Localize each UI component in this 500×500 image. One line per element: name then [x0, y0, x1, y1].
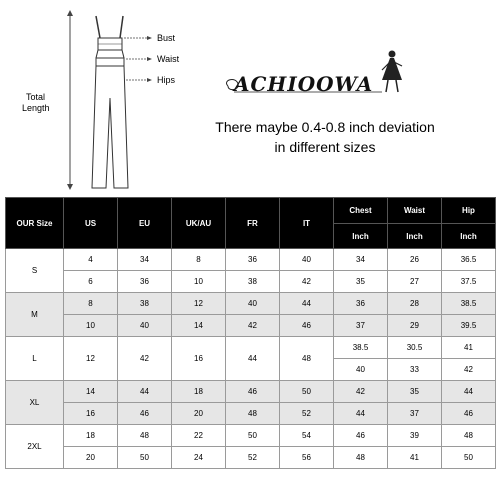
header-it: IT [280, 198, 334, 249]
chest-cell: 36 [334, 293, 388, 315]
total-length-label-line2: Length [22, 103, 50, 113]
fr-cell: 36 [226, 249, 280, 271]
header-hip: Hip [442, 198, 496, 224]
eu-cell: 42 [118, 337, 172, 381]
size-cell: M [6, 293, 64, 337]
ukau-cell: 18 [172, 381, 226, 403]
ukau-cell: 8 [172, 249, 226, 271]
hip-cell: 39.5 [442, 315, 496, 337]
header-chest: Chest [334, 198, 388, 224]
header-eu: EU [118, 198, 172, 249]
hip-cell: 50 [442, 447, 496, 469]
waist-cell: 35 [388, 381, 442, 403]
unit-hip: Inch [442, 224, 496, 249]
us-cell: 4 [64, 249, 118, 271]
it-cell: 40 [280, 249, 334, 271]
hip-cell: 46 [442, 403, 496, 425]
fr-cell: 46 [226, 381, 280, 403]
hip-cell: 44 [442, 381, 496, 403]
waist-cell: 39 [388, 425, 442, 447]
waist-cell: 28 [388, 293, 442, 315]
us-cell: 12 [64, 337, 118, 381]
ukau-cell: 12 [172, 293, 226, 315]
it-cell: 54 [280, 425, 334, 447]
it-cell: 46 [280, 315, 334, 337]
header-waist: Waist [388, 198, 442, 224]
ukau-cell: 20 [172, 403, 226, 425]
size-cell: S [6, 249, 64, 293]
fr-cell: 50 [226, 425, 280, 447]
table-row [6, 447, 496, 469]
table-row [6, 271, 496, 293]
eu-cell: 48 [118, 425, 172, 447]
ukau-cell: 10 [172, 271, 226, 293]
measurement-diagram [20, 8, 200, 196]
header-us: US [64, 198, 118, 249]
table-row [6, 337, 496, 359]
waist-cell: 29 [388, 315, 442, 337]
it-cell: 44 [280, 293, 334, 315]
brand-logo [222, 40, 412, 100]
hip-cell: 42 [442, 359, 496, 381]
chest-cell: 48 [334, 447, 388, 469]
size-cell: 2XL [6, 425, 64, 469]
eu-cell: 40 [118, 315, 172, 337]
header-row [6, 198, 496, 224]
chest-cell: 46 [334, 425, 388, 447]
ukau-cell: 24 [172, 447, 226, 469]
waist-cell: 33 [388, 359, 442, 381]
total-length-label-line1: Total [26, 92, 46, 102]
hip-cell: 36.5 [442, 249, 496, 271]
chest-cell: 40 [334, 359, 388, 381]
us-cell: 18 [64, 425, 118, 447]
chest-cell: 42 [334, 381, 388, 403]
us-cell: 20 [64, 447, 118, 469]
header-ukau: UK/AU [172, 198, 226, 249]
deviation-note [210, 117, 440, 157]
table-row [6, 293, 496, 315]
note-line1: There maybe 0.4-0.8 inch deviation [215, 119, 435, 135]
table-row [6, 381, 496, 403]
ukau-cell: 14 [172, 315, 226, 337]
note-line2: in different sizes [274, 139, 376, 155]
waist-label: Waist [157, 54, 180, 64]
fr-cell: 52 [226, 447, 280, 469]
hip-cell: 48 [442, 425, 496, 447]
ukau-cell: 22 [172, 425, 226, 447]
chest-cell: 35 [334, 271, 388, 293]
unit-waist: Inch [388, 224, 442, 249]
header-area [0, 0, 500, 196]
bust-label: Bust [157, 33, 176, 43]
chest-cell: 38.5 [334, 337, 388, 359]
size-cell: L [6, 337, 64, 381]
waist-cell: 27 [388, 271, 442, 293]
fr-cell: 44 [226, 337, 280, 381]
fr-cell: 38 [226, 271, 280, 293]
hip-cell: 41 [442, 337, 496, 359]
waist-cell: 41 [388, 447, 442, 469]
table-row [6, 403, 496, 425]
eu-cell: 36 [118, 271, 172, 293]
us-cell: 8 [64, 293, 118, 315]
eu-cell: 46 [118, 403, 172, 425]
fr-cell: 40 [226, 293, 280, 315]
table-row [6, 249, 496, 271]
us-cell: 6 [64, 271, 118, 293]
eu-cell: 50 [118, 447, 172, 469]
hips-label: Hips [157, 75, 176, 85]
chest-cell: 34 [334, 249, 388, 271]
header-fr: FR [226, 198, 280, 249]
us-cell: 16 [64, 403, 118, 425]
fr-cell: 48 [226, 403, 280, 425]
it-cell: 50 [280, 381, 334, 403]
eu-cell: 38 [118, 293, 172, 315]
unit-chest: Inch [334, 224, 388, 249]
size-cell: XL [6, 381, 64, 425]
ukau-cell: 16 [172, 337, 226, 381]
waist-cell: 37 [388, 403, 442, 425]
it-cell: 48 [280, 337, 334, 381]
it-cell: 42 [280, 271, 334, 293]
chest-cell: 44 [334, 403, 388, 425]
hip-cell: 37.5 [442, 271, 496, 293]
it-cell: 56 [280, 447, 334, 469]
table-row [6, 425, 496, 447]
us-cell: 14 [64, 381, 118, 403]
eu-cell: 34 [118, 249, 172, 271]
header-our-size: OUR Size [6, 198, 64, 249]
hip-cell: 38.5 [442, 293, 496, 315]
chest-cell: 37 [334, 315, 388, 337]
it-cell: 52 [280, 403, 334, 425]
us-cell: 10 [64, 315, 118, 337]
eu-cell: 44 [118, 381, 172, 403]
logo-text: ACHIOOWA [234, 72, 374, 96]
waist-cell: 30.5 [388, 337, 442, 359]
size-chart-table [5, 197, 496, 469]
table-row [6, 315, 496, 337]
fr-cell: 42 [226, 315, 280, 337]
waist-cell: 26 [388, 249, 442, 271]
